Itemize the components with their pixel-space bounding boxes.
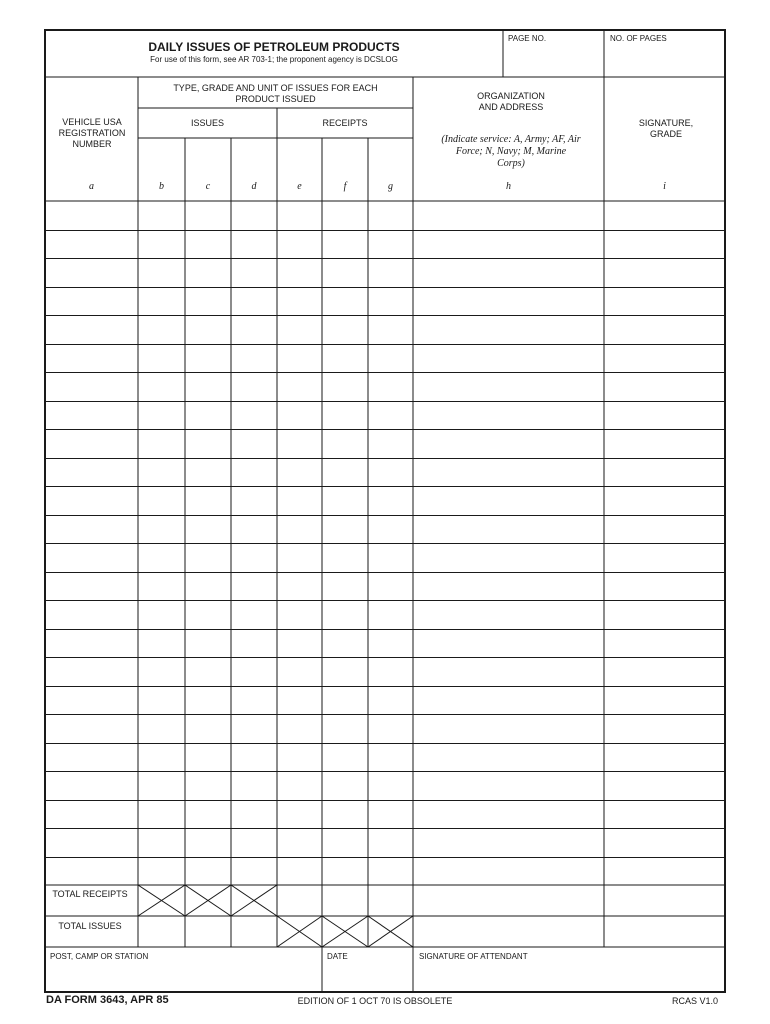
cell-row-9-col-e[interactable]	[279, 431, 320, 456]
cell-row-20-col-c[interactable]	[187, 745, 229, 769]
cell-row-1-col-i[interactable]	[606, 203, 723, 228]
organization-service-note: (Indicate service: A, Army; AF, Air Force; N, Navy; M, Marine Corps)	[441, 134, 581, 169]
cell-row-17-col-d[interactable]	[233, 659, 275, 684]
cell-row-1-col-e[interactable]	[279, 203, 320, 228]
cell-row-2-col-d[interactable]	[233, 232, 275, 256]
cell-row-20-col-e[interactable]	[279, 745, 320, 769]
cell-row-16-col-i[interactable]	[606, 631, 723, 655]
cell-row-8-col-c[interactable]	[187, 403, 229, 427]
cell-row-7-col-h[interactable]	[415, 374, 602, 399]
cell-row-9-col-b[interactable]	[140, 431, 183, 456]
cell-row-12-col-i[interactable]	[606, 517, 723, 541]
cell-row-17-col-i[interactable]	[606, 659, 723, 684]
cell-row-3-col-b[interactable]	[140, 260, 183, 285]
column-letter-h: h	[506, 181, 511, 192]
cell-row-13-col-e[interactable]	[279, 545, 320, 570]
cell-row-5-col-g[interactable]	[370, 317, 411, 342]
cell-row-19-col-c[interactable]	[187, 716, 229, 741]
cell-row-14-col-h[interactable]	[415, 574, 602, 598]
cell-row-21-col-f[interactable]	[324, 773, 366, 798]
cell-row-24-col-i[interactable]	[606, 859, 723, 883]
cell-row-2-col-c[interactable]	[187, 232, 229, 256]
cell-row-18-col-b[interactable]	[140, 688, 183, 712]
cell-row-23-col-c[interactable]	[187, 830, 229, 855]
cell-row-18-col-a[interactable]	[47, 688, 136, 712]
cell-row-7-col-i[interactable]	[606, 374, 723, 399]
cell-row-10-col-d[interactable]	[233, 460, 275, 484]
cell-row-6-col-b[interactable]	[140, 346, 183, 370]
column-letter-f: f	[343, 181, 347, 192]
cell-row-2-col-a[interactable]	[47, 232, 136, 256]
form-id: DA FORM 3643, APR 85	[46, 994, 169, 1006]
cell-row-10-col-f[interactable]	[324, 460, 366, 484]
total-issues-crossed-cells	[277, 916, 413, 947]
cell-row-20-col-g[interactable]	[370, 745, 411, 769]
column-letter-i: i	[663, 181, 666, 192]
signature-attendant-field[interactable]	[417, 964, 721, 988]
cell-row-23-col-f[interactable]	[324, 830, 366, 855]
cell-row-18-col-d[interactable]	[233, 688, 275, 712]
total-issues-label: TOTAL ISSUES	[58, 921, 122, 931]
type-grade-unit-header: TYPE, GRADE AND UNIT OF ISSUES FOR EACH PRODUCT ISSUED	[173, 83, 378, 104]
cell-row-10-col-g[interactable]	[370, 460, 411, 484]
cell-row-8-col-a[interactable]	[47, 403, 136, 427]
cell-row-13-col-c[interactable]	[187, 545, 229, 570]
cell-row-4-col-e[interactable]	[279, 289, 320, 313]
cell-row-11-col-c[interactable]	[187, 488, 229, 513]
cell-row-16-col-a[interactable]	[47, 631, 136, 655]
cell-row-24-col-c[interactable]	[187, 859, 229, 883]
cell-row-17-col-f[interactable]	[324, 659, 366, 684]
page-no-field[interactable]	[506, 46, 600, 74]
cell-row-18-col-h[interactable]	[415, 688, 602, 712]
cell-row-22-col-a[interactable]	[47, 802, 136, 826]
cell-row-8-col-d[interactable]	[233, 403, 275, 427]
cell-row-5-col-c[interactable]	[187, 317, 229, 342]
cell-row-8-col-b[interactable]	[140, 403, 183, 427]
cell-row-14-col-i[interactable]	[606, 574, 723, 598]
signature-attendant-label: SIGNATURE OF ATTENDANT	[419, 952, 528, 961]
cell-row-23-col-d[interactable]	[233, 830, 275, 855]
cell-row-8-col-i[interactable]	[606, 403, 723, 427]
cell-row-21-col-a[interactable]	[47, 773, 136, 798]
cell-row-5-col-d[interactable]	[233, 317, 275, 342]
cell-row-13-col-i[interactable]	[606, 545, 723, 570]
cell-row-9-col-h[interactable]	[415, 431, 602, 456]
cell-row-12-col-e[interactable]	[279, 517, 320, 541]
cell-row-1-col-d[interactable]	[233, 203, 275, 228]
cell-row-24-col-a[interactable]	[47, 859, 136, 883]
cell-row-23-col-h[interactable]	[415, 830, 602, 855]
cell-row-16-col-c[interactable]	[187, 631, 229, 655]
cell-row-6-col-g[interactable]	[370, 346, 411, 370]
cell-row-3-col-f[interactable]	[324, 260, 366, 285]
cell-row-20-col-i[interactable]	[606, 745, 723, 769]
cell-row-12-col-h[interactable]	[415, 517, 602, 541]
cell-row-13-col-f[interactable]	[324, 545, 366, 570]
cell-row-2-col-i[interactable]	[606, 232, 723, 256]
total-receipts-label: TOTAL RECEIPTS	[52, 889, 128, 899]
cell-row-19-col-f[interactable]	[324, 716, 366, 741]
cell-row-22-col-d[interactable]	[233, 802, 275, 826]
cell-row-24-col-g[interactable]	[370, 859, 411, 883]
cell-row-16-col-e[interactable]	[279, 631, 320, 655]
cell-row-5-col-a[interactable]	[47, 317, 136, 342]
cell-row-19-col-g[interactable]	[370, 716, 411, 741]
cell-row-20-col-h[interactable]	[415, 745, 602, 769]
cell-row-6-col-a[interactable]	[47, 346, 136, 370]
cell-row-22-col-f[interactable]	[324, 802, 366, 826]
cell-row-22-col-h[interactable]	[415, 802, 602, 826]
cell-row-11-col-h[interactable]	[415, 488, 602, 513]
cell-row-12-col-d[interactable]	[233, 517, 275, 541]
column-letter-d: d	[251, 181, 257, 192]
cell-row-18-col-i[interactable]	[606, 688, 723, 712]
cell-row-15-col-a[interactable]	[47, 602, 136, 627]
cell-row-4-col-a[interactable]	[47, 289, 136, 313]
cell-row-21-col-e[interactable]	[279, 773, 320, 798]
cell-row-16-col-h[interactable]	[415, 631, 602, 655]
cell-row-4-col-f[interactable]	[324, 289, 366, 313]
cell-row-3-col-e[interactable]	[279, 260, 320, 285]
cell-row-1-col-g[interactable]	[370, 203, 411, 228]
cell-row-22-col-i[interactable]	[606, 802, 723, 826]
cell-row-12-col-c[interactable]	[187, 517, 229, 541]
column-letter-b: b	[159, 181, 164, 192]
cell-row-8-col-f[interactable]	[324, 403, 366, 427]
post-camp-station-field[interactable]	[49, 964, 317, 988]
cell-row-9-col-f[interactable]	[324, 431, 366, 456]
cell-row-10-col-i[interactable]	[606, 460, 723, 484]
cell-row-17-col-e[interactable]	[279, 659, 320, 684]
cell-row-16-col-d[interactable]	[233, 631, 275, 655]
cell-row-9-col-g[interactable]	[370, 431, 411, 456]
cell-row-7-col-e[interactable]	[279, 374, 320, 399]
cell-row-21-col-d[interactable]	[233, 773, 275, 798]
cell-row-22-col-e[interactable]	[279, 802, 320, 826]
cell-row-16-col-b[interactable]	[140, 631, 183, 655]
cell-row-1-col-h[interactable]	[415, 203, 602, 228]
cell-row-15-col-d[interactable]	[233, 602, 275, 627]
cell-row-5-col-h[interactable]	[415, 317, 602, 342]
cell-row-17-col-a[interactable]	[47, 659, 136, 684]
cell-row-14-col-f[interactable]	[324, 574, 366, 598]
cell-row-16-col-g[interactable]	[370, 631, 411, 655]
cell-row-14-col-a[interactable]	[47, 574, 136, 598]
date-field[interactable]	[326, 964, 409, 988]
cell-row-3-col-d[interactable]	[233, 260, 275, 285]
cell-row-9-col-d[interactable]	[233, 431, 275, 456]
cell-row-11-col-b[interactable]	[140, 488, 183, 513]
cell-row-23-col-b[interactable]	[140, 830, 183, 855]
cell-row-4-col-b[interactable]	[140, 289, 183, 313]
form-version: RCAS V1.0	[672, 996, 719, 1006]
cell-row-10-col-e[interactable]	[279, 460, 320, 484]
cell-row-19-col-b[interactable]	[140, 716, 183, 741]
cell-row-15-col-g[interactable]	[370, 602, 411, 627]
cell-row-24-col-f[interactable]	[324, 859, 366, 883]
cell-row-2-col-f[interactable]	[324, 232, 366, 256]
cell-row-20-col-a[interactable]	[47, 745, 136, 769]
cell-row-14-col-d[interactable]	[233, 574, 275, 598]
cell-row-18-col-g[interactable]	[370, 688, 411, 712]
cell-row-14-col-b[interactable]	[140, 574, 183, 598]
cell-row-8-col-h[interactable]	[415, 403, 602, 427]
cell-row-7-col-a[interactable]	[47, 374, 136, 399]
cell-row-15-col-e[interactable]	[279, 602, 320, 627]
cell-row-20-col-f[interactable]	[324, 745, 366, 769]
cell-row-19-col-h[interactable]	[415, 716, 602, 741]
cell-row-22-col-b[interactable]	[140, 802, 183, 826]
cell-row-1-col-f[interactable]	[324, 203, 366, 228]
cell-row-10-col-a[interactable]	[47, 460, 136, 484]
cell-row-5-col-f[interactable]	[324, 317, 366, 342]
cell-row-5-col-i[interactable]	[606, 317, 723, 342]
cell-row-14-col-c[interactable]	[187, 574, 229, 598]
cell-row-14-col-e[interactable]	[279, 574, 320, 598]
cell-row-7-col-d[interactable]	[233, 374, 275, 399]
cell-row-2-col-b[interactable]	[140, 232, 183, 256]
cell-row-10-col-h[interactable]	[415, 460, 602, 484]
cell-row-13-col-d[interactable]	[233, 545, 275, 570]
cell-row-6-col-h[interactable]	[415, 346, 602, 370]
cell-row-3-col-a[interactable]	[47, 260, 136, 285]
page-no-label: PAGE NO.	[508, 34, 547, 43]
edition-notice: EDITION OF 1 OCT 70 IS OBSOLETE	[297, 996, 453, 1006]
cell-row-4-col-i[interactable]	[606, 289, 723, 313]
cell-row-2-col-e[interactable]	[279, 232, 320, 256]
column-letter-a: a	[89, 181, 94, 192]
cell-row-5-col-b[interactable]	[140, 317, 183, 342]
cell-row-23-col-a[interactable]	[47, 830, 136, 855]
cell-row-17-col-g[interactable]	[370, 659, 411, 684]
organization-address-header: ORGANIZATION AND ADDRESS	[477, 91, 545, 112]
cell-row-23-col-e[interactable]	[279, 830, 320, 855]
cell-row-4-col-d[interactable]	[233, 289, 275, 313]
cell-row-10-col-c[interactable]	[187, 460, 229, 484]
cell-row-8-col-e[interactable]	[279, 403, 320, 427]
cell-row-12-col-a[interactable]	[47, 517, 136, 541]
cell-row-11-col-i[interactable]	[606, 488, 723, 513]
cell-row-6-col-i[interactable]	[606, 346, 723, 370]
cell-row-6-col-c[interactable]	[187, 346, 229, 370]
cell-row-11-col-e[interactable]	[279, 488, 320, 513]
cell-row-23-col-i[interactable]	[606, 830, 723, 855]
cell-row-3-col-g[interactable]	[370, 260, 411, 285]
cell-row-13-col-b[interactable]	[140, 545, 183, 570]
date-label: DATE	[327, 952, 348, 961]
cell-row-11-col-d[interactable]	[233, 488, 275, 513]
cell-row-1-col-c[interactable]	[187, 203, 229, 228]
cell-row-7-col-c[interactable]	[187, 374, 229, 399]
cell-row-18-col-c[interactable]	[187, 688, 229, 712]
form-subtitle: For use of this form, see AR 703-1; the proponent agency is DCSLOG	[150, 55, 398, 64]
cell-row-17-col-b[interactable]	[140, 659, 183, 684]
issues-header: ISSUES	[190, 118, 224, 128]
cell-row-10-col-b[interactable]	[140, 460, 183, 484]
cell-row-21-col-b[interactable]	[140, 773, 183, 798]
cell-row-19-col-i[interactable]	[606, 716, 723, 741]
cell-row-15-col-h[interactable]	[415, 602, 602, 627]
cell-row-1-col-a[interactable]	[47, 203, 136, 228]
signature-grade-header: SIGNATURE, GRADE	[638, 118, 694, 139]
cell-row-6-col-e[interactable]	[279, 346, 320, 370]
cell-row-7-col-f[interactable]	[324, 374, 366, 399]
no-of-pages-field[interactable]	[607, 46, 721, 74]
cell-row-24-col-d[interactable]	[233, 859, 275, 883]
cell-row-3-col-c[interactable]	[187, 260, 229, 285]
column-letter-c: c	[205, 181, 211, 192]
cell-row-8-col-g[interactable]	[370, 403, 411, 427]
cell-row-22-col-c[interactable]	[187, 802, 229, 826]
cell-row-18-col-e[interactable]	[279, 688, 320, 712]
form-title: DAILY ISSUES OF PETROLEUM PRODUCTS	[148, 40, 400, 54]
cell-row-24-col-b[interactable]	[140, 859, 183, 883]
cell-row-24-col-h[interactable]	[415, 859, 602, 883]
column-letter-e: e	[297, 181, 302, 192]
column-letter-g: g	[388, 181, 393, 192]
cell-row-6-col-f[interactable]	[324, 346, 366, 370]
cell-row-1-col-b[interactable]	[140, 203, 183, 228]
no-of-pages-label: NO. OF PAGES	[610, 34, 667, 43]
cell-row-20-col-d[interactable]	[233, 745, 275, 769]
cell-row-9-col-c[interactable]	[187, 431, 229, 456]
cell-row-15-col-b[interactable]	[140, 602, 183, 627]
cell-row-13-col-a[interactable]	[47, 545, 136, 570]
cell-row-11-col-g[interactable]	[370, 488, 411, 513]
cell-row-21-col-h[interactable]	[415, 773, 602, 798]
cell-row-15-col-f[interactable]	[324, 602, 366, 627]
total-receipts-crossed-cells	[138, 885, 277, 916]
cell-row-11-col-a[interactable]	[47, 488, 136, 513]
cell-row-13-col-g[interactable]	[370, 545, 411, 570]
cell-row-9-col-a[interactable]	[47, 431, 136, 456]
cell-row-24-col-e[interactable]	[279, 859, 320, 883]
cell-row-4-col-g[interactable]	[370, 289, 411, 313]
cell-row-15-col-i[interactable]	[606, 602, 723, 627]
cell-row-12-col-g[interactable]	[370, 517, 411, 541]
cell-row-19-col-e[interactable]	[279, 716, 320, 741]
cell-row-7-col-g[interactable]	[370, 374, 411, 399]
cell-row-4-col-h[interactable]	[415, 289, 602, 313]
cell-row-12-col-f[interactable]	[324, 517, 366, 541]
cell-row-3-col-i[interactable]	[606, 260, 723, 285]
cell-row-5-col-e[interactable]	[279, 317, 320, 342]
cell-row-14-col-g[interactable]	[370, 574, 411, 598]
cell-row-13-col-h[interactable]	[415, 545, 602, 570]
cell-row-11-col-f[interactable]	[324, 488, 366, 513]
cell-row-6-col-d[interactable]	[233, 346, 275, 370]
receipts-header: RECEIPTS	[322, 118, 368, 128]
cell-row-23-col-g[interactable]	[370, 830, 411, 855]
cell-row-20-col-b[interactable]	[140, 745, 183, 769]
cell-row-2-col-g[interactable]	[370, 232, 411, 256]
cell-row-3-col-h[interactable]	[415, 260, 602, 285]
cell-row-21-col-c[interactable]	[187, 773, 229, 798]
cell-row-2-col-h[interactable]	[415, 232, 602, 256]
cell-row-7-col-b[interactable]	[140, 374, 183, 399]
cell-row-21-col-g[interactable]	[370, 773, 411, 798]
cell-row-9-col-i[interactable]	[606, 431, 723, 456]
cell-row-22-col-g[interactable]	[370, 802, 411, 826]
cell-row-4-col-c[interactable]	[187, 289, 229, 313]
post-camp-station-label: POST, CAMP OR STATION	[50, 952, 149, 961]
cell-row-16-col-f[interactable]	[324, 631, 366, 655]
cell-row-21-col-i[interactable]	[606, 773, 723, 798]
cell-row-19-col-a[interactable]	[47, 716, 136, 741]
cell-row-19-col-d[interactable]	[233, 716, 275, 741]
vehicle-registration-header: VEHICLE USA REGISTRATION NUMBER	[58, 117, 126, 149]
cell-row-17-col-c[interactable]	[187, 659, 229, 684]
cell-row-15-col-c[interactable]	[187, 602, 229, 627]
cell-row-12-col-b[interactable]	[140, 517, 183, 541]
cell-row-18-col-f[interactable]	[324, 688, 366, 712]
cell-row-17-col-h[interactable]	[415, 659, 602, 684]
